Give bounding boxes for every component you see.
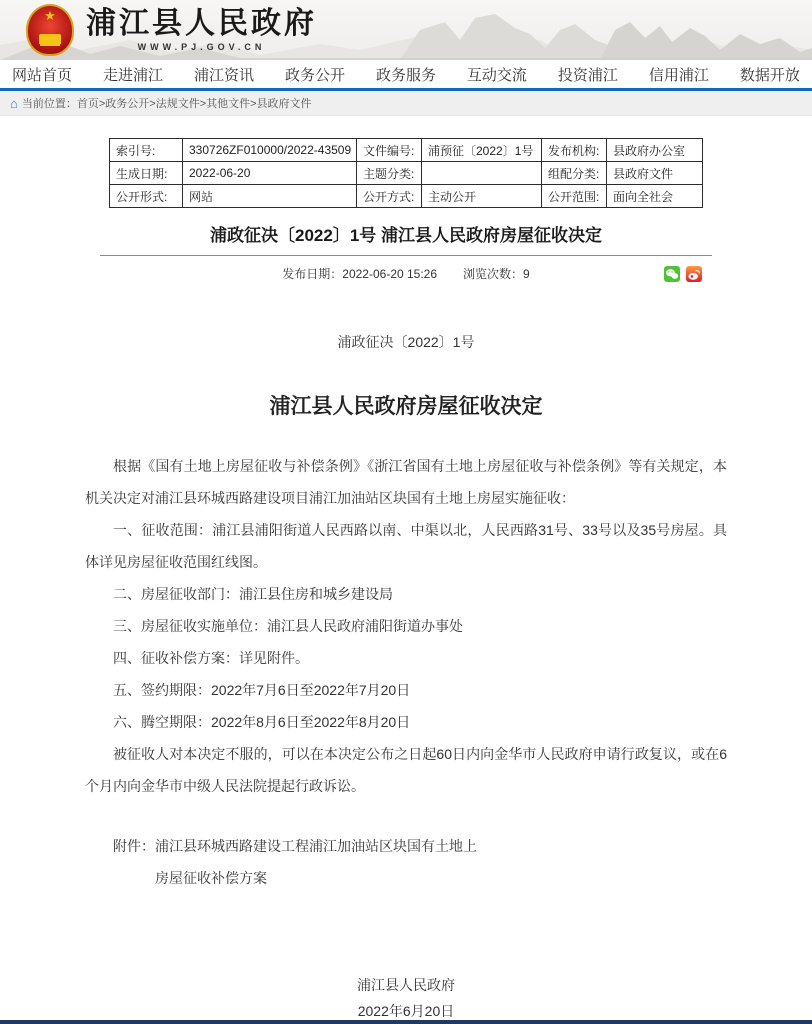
publish-date: 2022-06-20 15:26 (342, 267, 438, 281)
views-count: 9 (523, 267, 530, 281)
table-row (110, 139, 703, 162)
site-brand (26, 4, 317, 56)
signature-date: 2022年6月20日 (357, 1003, 455, 1019)
page-title: 浦政征决〔2022〕1号 浦江县人民政府房屋征收决定 (210, 226, 602, 245)
meta-value (422, 162, 542, 185)
document-number: 浦政征决〔2022〕1号 (337, 334, 475, 350)
meta-label: 组配分类: (542, 162, 607, 185)
wechat-share-icon[interactable] (664, 266, 680, 282)
title-divider (100, 255, 712, 256)
site-url: WWW.PJ.GOV.CN (137, 42, 266, 52)
document-title: 浦江县人民政府房屋征收决定 (269, 395, 543, 418)
footer-divider (0, 1020, 812, 1024)
attachment-line: 附件：浦江县环城西路建设工程浦江加油站区块国有土地上 (113, 838, 477, 854)
breadcrumb-path[interactable]: 首页>政务公开>法规文件>其他文件>县政府文件 (76, 98, 312, 110)
views-label: 浏览次数： (463, 267, 524, 281)
paragraph: 一、征收范围：浦江县浦阳街道人民西路以南、中渠以北，人民西路31号、33号以及35号房屋。具体详见房屋征收范围红线图。 (85, 522, 727, 570)
meta-label: 发布机构: (542, 139, 607, 162)
document-meta-table (109, 138, 703, 208)
weibo-share-icon[interactable] (686, 266, 702, 282)
article-page (0, 138, 812, 1024)
meta-label: 索引号: (110, 139, 183, 162)
meta-value: 浦预征〔2022〕1号 (422, 139, 542, 162)
meta-value: 2022-06-20 (183, 162, 357, 185)
meta-value: 主动公开 (422, 185, 542, 208)
nav-item-gov-open[interactable]: 政务公开 (284, 66, 345, 84)
breadcrumb-label: 当前位置： (21, 98, 77, 110)
nav-item-credit[interactable]: 信用浦江 (648, 66, 709, 84)
nav-item-invest[interactable]: 投资浦江 (557, 66, 618, 84)
paragraph: 三、房屋征收实施单位：浦江县人民政府浦阳街道办事处 (113, 618, 463, 634)
table-row (110, 162, 703, 185)
signature-org: 浦江县人民政府 (357, 977, 455, 993)
breadcrumb (0, 91, 812, 116)
attachment-block (85, 830, 727, 894)
meta-label: 主题分类: (357, 162, 422, 185)
paragraph: 被征收人对本决定不服的，可以在本决定公布之日起60日内向金华市人民政府申请行政复议，或在6个月内向金华市中级人民法院提起行政诉讼。 (85, 746, 727, 794)
meta-label: 公开方式: (357, 185, 422, 208)
site-header (0, 0, 812, 60)
signature-block (85, 972, 727, 1024)
meta-value: 330726ZF010000/2022-43509 (183, 139, 357, 162)
paragraph: 四、征收补偿方案：详见附件。 (113, 650, 309, 666)
paragraph: 五、签约期限：2022年7月6日至2022年7月20日 (113, 682, 411, 698)
meta-value: 县政府办公室 (607, 139, 703, 162)
publish-info-line (100, 264, 712, 284)
paragraph: 六、腾空期限：2022年8月6日至2022年8月20日 (113, 714, 411, 730)
main-navigation (0, 60, 812, 91)
nav-item-home[interactable]: 网站首页 (12, 66, 73, 84)
home-icon: ⌂ (10, 95, 18, 111)
site-title: 浦江县人民政府 (86, 7, 317, 40)
meta-value: 网站 (183, 185, 357, 208)
nav-item-services[interactable]: 政务服务 (375, 66, 436, 84)
paragraph: 二、房屋征收部门：浦江县住房和城乡建设局 (113, 586, 393, 602)
meta-value: 县政府文件 (607, 162, 703, 185)
meta-label: 生成日期: (110, 162, 183, 185)
meta-label: 文件编号: (357, 139, 422, 162)
meta-value: 面向全社会 (607, 185, 703, 208)
meta-label: 公开形式: (110, 185, 183, 208)
nav-item-about[interactable]: 走进浦江 (102, 66, 163, 84)
meta-label: 公开范围: (542, 185, 607, 208)
nav-item-news[interactable]: 浦江资讯 (193, 66, 254, 84)
table-row (110, 185, 703, 208)
nav-item-interaction[interactable]: 互动交流 (466, 66, 527, 84)
nav-item-data[interactable]: 数据开放 (739, 66, 800, 84)
national-emblem-logo: ★ (26, 4, 74, 56)
attachment-line: 房屋征收补偿方案 (155, 870, 267, 886)
document-body (85, 332, 727, 1024)
paragraph: 根据《国有土地上房屋征收与补偿条例》《浙江省国有土地上房屋征收与补偿条例》等有关规定，本机关决定对浦江县环城西路建设项目浦江加油站区块国有土地上房屋实施征收： (85, 458, 727, 506)
publish-date-label: 发布日期： (282, 267, 343, 281)
